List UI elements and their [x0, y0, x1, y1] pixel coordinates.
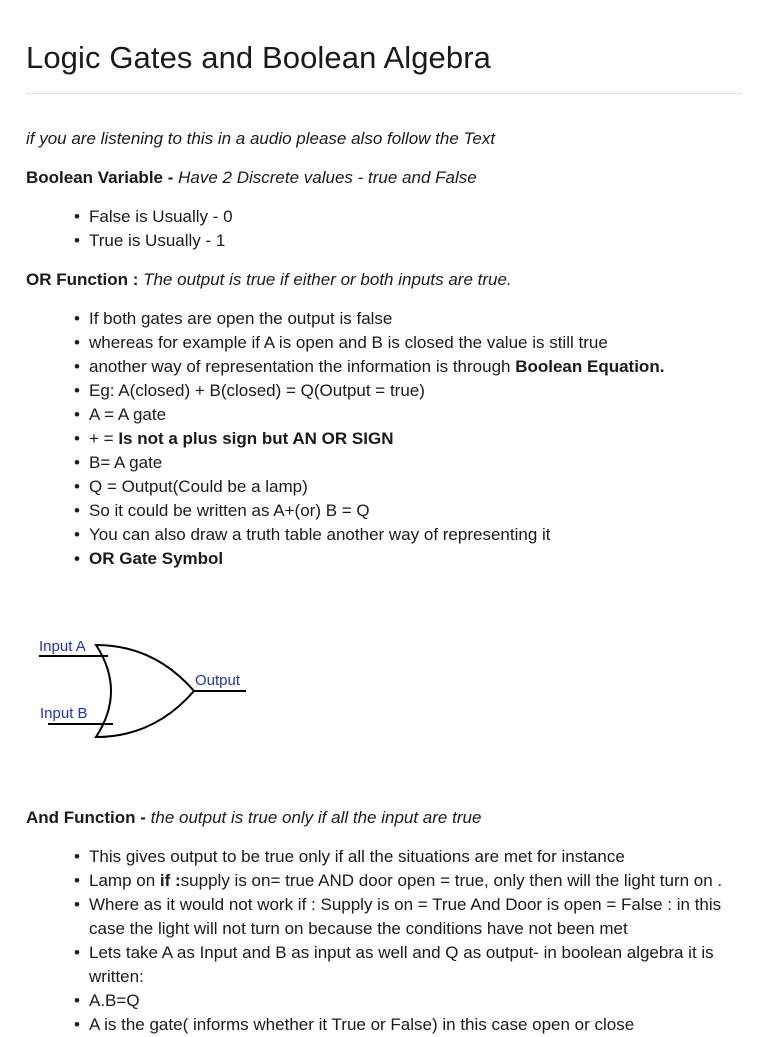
list-item-bold: Boolean Equation.: [515, 357, 665, 376]
or-function-label: OR Function :: [26, 270, 144, 289]
list-item-text: another way of representation the information is through: [89, 357, 516, 376]
list-item: • This gives output to be true only if all the situations are met for instance: [26, 845, 742, 869]
boolean-variable-description: Have 2 Discrete values - true and False: [178, 168, 477, 187]
list-item-bold: if :: [159, 871, 181, 890]
intro-text: [26, 127, 495, 151]
list-item: • So it could be written as A+(or) B = Q: [26, 499, 742, 523]
boolean-variable-list: [26, 205, 742, 253]
input-a-label: Input A: [39, 638, 86, 655]
list-item: • whereas for example if A is open and B is closed the value is still true: [26, 331, 742, 355]
list-item: • False is Usually - 0: [26, 205, 742, 229]
list-item: • Q = Output(Could be a lamp): [26, 475, 742, 499]
boolean-variable-label: Boolean Variable -: [26, 168, 179, 187]
title-divider: [26, 93, 742, 94]
list-item: • Lets take A as Input and B as input as well and Q as output- in boolean algebra it is written:: [26, 941, 742, 989]
list-item: • Where as it would not work if : Supply is on = True And Door is open = False : in this case the light will not turn on because the conditions have not been met: [26, 893, 742, 941]
list-item: [26, 355, 742, 379]
or-function-description: The output is true if either or both inputs are true.: [143, 270, 512, 289]
list-item: • True is Usually - 1: [26, 229, 742, 253]
list-item: [26, 427, 742, 451]
list-item: • B= A gate: [26, 451, 742, 475]
list-item: • Eg: A(closed) + B(closed) = Q(Output = true): [26, 379, 742, 403]
boolean-variable-heading: [26, 166, 477, 190]
list-item-bold: Is not a plus sign but AN OR SIGN: [118, 429, 394, 448]
list-item-text: supply is on= true AND door open = true, only then will the light turn on .: [180, 871, 723, 890]
list-item: • You can also draw a truth table another way of representing it: [26, 523, 742, 547]
or-function-list: [26, 307, 742, 571]
intro-italic: if you are listening to this in a audio please also follow the Text: [26, 129, 496, 148]
list-item: • If both gates are open the output is false: [26, 307, 742, 331]
input-b-label: Input B: [40, 705, 88, 722]
and-function-label: And Function -: [26, 808, 151, 827]
output-label: Output: [195, 672, 241, 689]
list-item: • A.B=Q: [26, 989, 742, 1013]
and-function-list: [26, 845, 742, 1037]
list-item: • A = A gate: [26, 403, 742, 427]
and-function-description: the output is true only if all the input are true: [150, 808, 482, 827]
list-item-text: + =: [89, 429, 119, 448]
list-item: • A is the gate( informs whether it True or False) in this case open or close: [26, 1013, 742, 1037]
list-item: • OR Gate Symbol: [26, 547, 742, 571]
or-function-heading: [26, 268, 512, 292]
and-function-heading: [26, 806, 481, 830]
or-gate-diagram: [26, 625, 266, 745]
list-item-text: Lamp on: [89, 871, 160, 890]
list-item: [26, 869, 742, 893]
page-title: Logic Gates and Boolean Algebra: [26, 40, 491, 75]
